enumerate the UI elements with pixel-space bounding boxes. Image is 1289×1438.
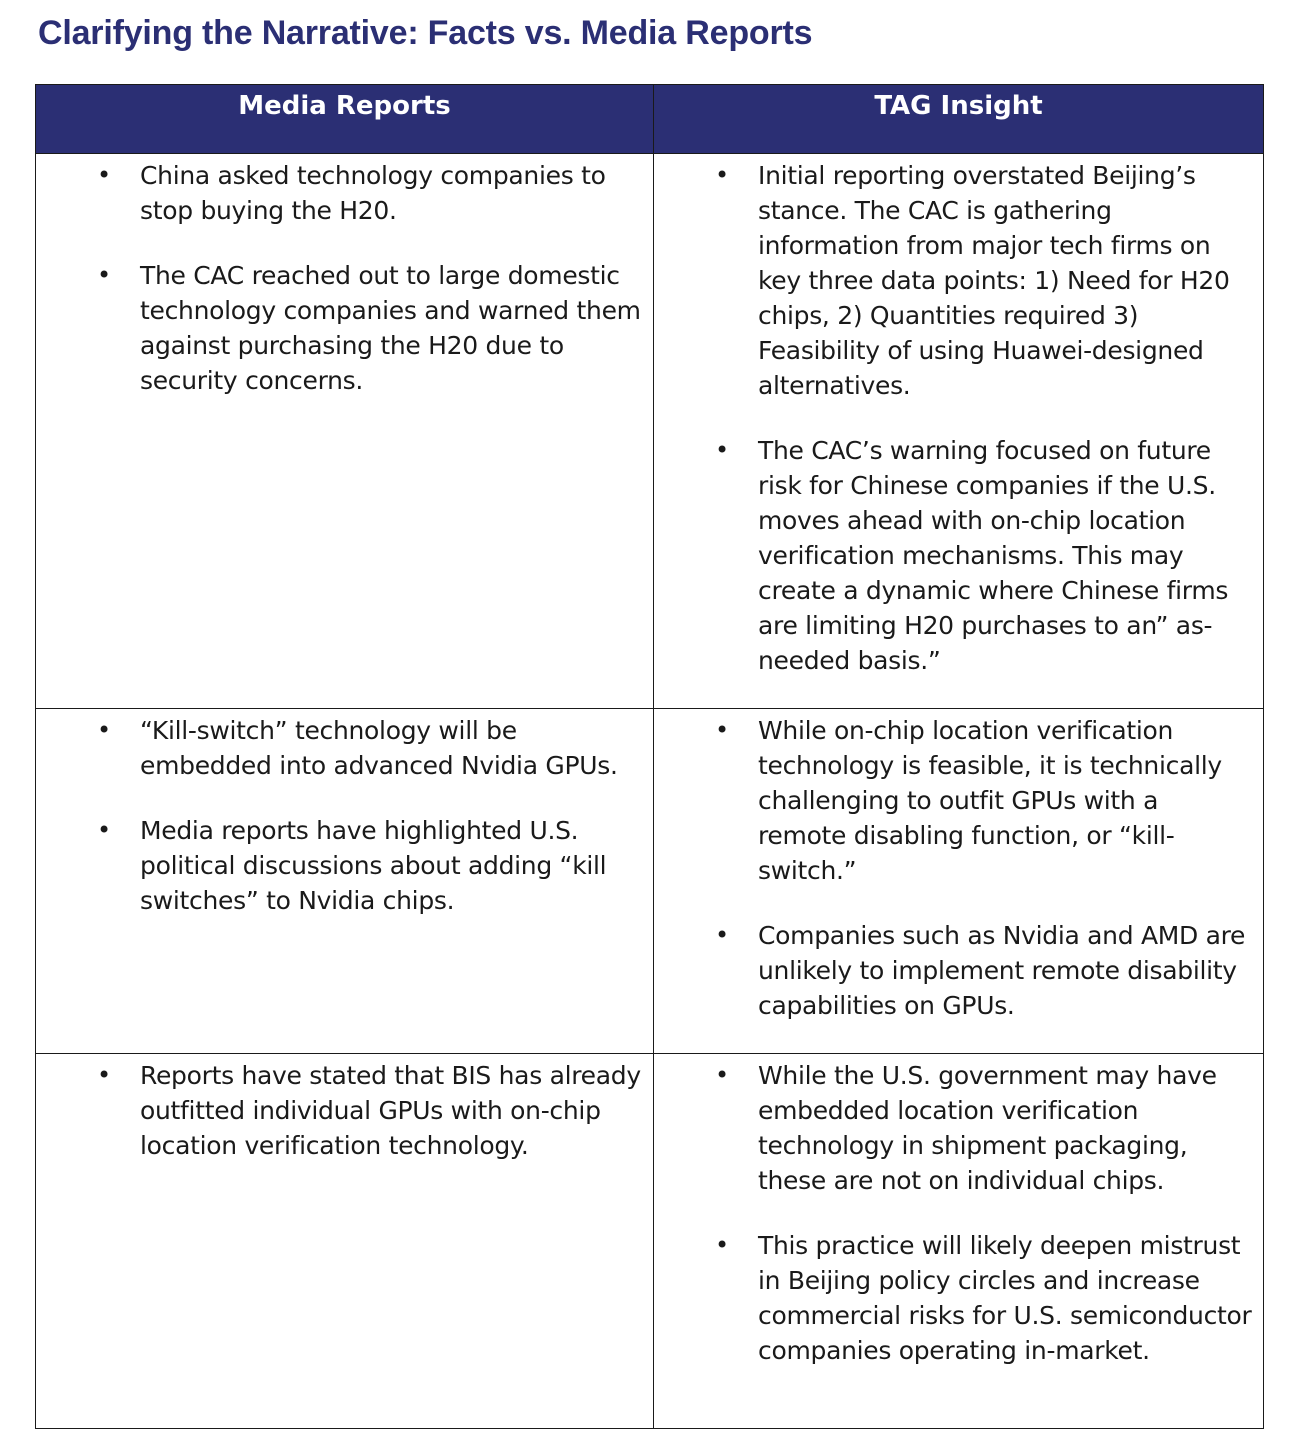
tag-insight-cell <box>654 1054 1264 1429</box>
table-header-row <box>36 85 1264 154</box>
media-reports-cell <box>36 154 654 709</box>
bullet-item: • Initial reporting overstated Beijing’s stance. The CAC is gathering information from major tech firms on key three data points: 1) Need for H20 chips, 2) Quantities required 3) Feasibility of using Huawei-designed alternatives. <box>758 158 1253 403</box>
page-title: Clarifying the Narrative: Facts vs. Media Reports <box>38 14 813 52</box>
bullet-item: • The CAC reached out to large domestic technology companies and warned them against purchasing the H20 due to security concerns. <box>140 258 643 398</box>
bullet-item: • China asked technology companies to stop buying the H20. <box>140 158 643 228</box>
bullet-item: • While the U.S. government may have embedded location verification technology in shipment packaging, these are not on individual chips. <box>758 1058 1253 1198</box>
bullet-list <box>654 709 1263 1023</box>
bullet-item: • This practice will likely deepen mistrust in Beijing policy circles and increase commercial risks for U.S. semiconductor companies operating in-market. <box>758 1228 1253 1368</box>
bullet-item: • “Kill-switch” technology will be embedded into advanced Nvidia GPUs. <box>140 713 643 783</box>
bullet-item: • While on-chip location verification technology is feasible, it is technically challenging to outfit GPUs with a remote disabling function, or “kill-switch.” <box>758 713 1253 888</box>
bullet-list <box>654 154 1263 678</box>
bullet-item: • Reports have stated that BIS has already outfitted individual GPUs with on-chip location verification technology. <box>140 1058 643 1163</box>
media-reports-cell <box>36 709 654 1054</box>
tag-insight-cell <box>654 709 1264 1054</box>
bullet-list <box>654 1054 1263 1368</box>
bullet-item: • The CAC’s warning focused on future risk for Chinese companies if the U.S. moves ahead with on-chip location verification mechanisms. This may create a dynamic where Chinese firms are limiting H20 purchases to an” as-needed basis.” <box>758 433 1253 678</box>
header-tag-insight: TAG Insight <box>654 85 1264 154</box>
media-reports-cell <box>36 1054 654 1429</box>
comparison-table <box>35 84 1264 1429</box>
bullet-list <box>36 154 653 398</box>
table-row <box>36 709 1264 1054</box>
bullet-item: • Companies such as Nvidia and AMD are unlikely to implement remote disability capabilities on GPUs. <box>758 918 1253 1023</box>
table-row <box>36 1054 1264 1429</box>
tag-insight-cell <box>654 154 1264 709</box>
bullet-item: • Media reports have highlighted U.S. political discussions about adding “kill switches” to Nvidia chips. <box>140 813 643 918</box>
table-row <box>36 154 1264 709</box>
header-media-reports: Media Reports <box>36 85 654 154</box>
bullet-list <box>36 709 653 918</box>
bullet-list <box>36 1054 653 1163</box>
